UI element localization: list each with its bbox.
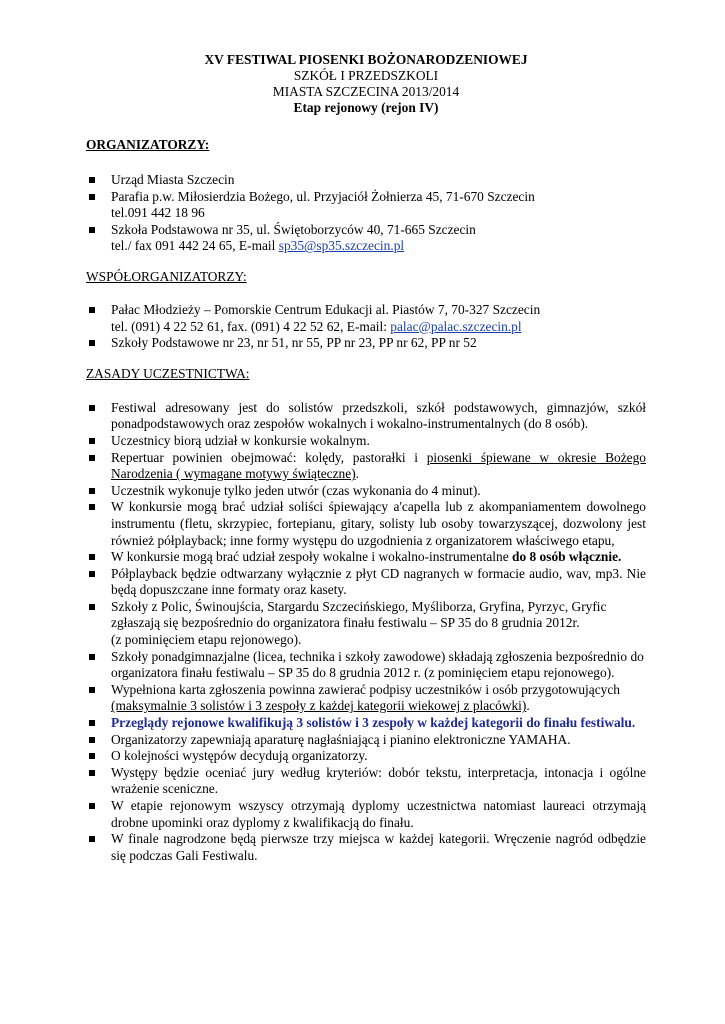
list-item: Wypełniona karta zgłoszenia powinna zawierać podpisy uczestników i osób przygotowujących (maksymalnie 3 solistów i 3 zespoły z każdej kategorii wiekowej z placówki).	[86, 682, 646, 715]
organizers-heading: ORGANIZATORZY:	[86, 137, 210, 152]
coorganizers-list	[86, 302, 646, 352]
list-item: W konkursie mogą brać udział zespoły wokalne i wokalno-instrumentalne do 8 osób włącznie.	[86, 549, 646, 566]
email-link-palac[interactable]: palac@palac.szczecin.pl	[390, 318, 522, 334]
coorganizers-heading: WSPÓŁORGANIZATORZY:	[86, 268, 247, 284]
list-item: Pałac Młodzieży – Pomorskie Centrum Edukacji al. Piastów 7, 70-327 Szczecin tel. (091) 4 22 52 61, fax. (091) 4 22 52 62, E-mail: palac@palac.szczecin.pl	[86, 302, 646, 335]
title-city-year: MIASTA SZCZECINA 2013/2014	[272, 84, 460, 99]
rules-heading: ZASADY UCZESTNICTWA:	[86, 365, 250, 381]
list-item: W finale nagrodzone będą pierwsze trzy miejsca w każdej kategorii. Wręczenie nagród odbędzie się podczas Gali Festiwalu.	[86, 831, 646, 864]
list-item: Półplayback będzie odtwarzany wyłącznie z płyt CD nagranych w formacie audio, wav, mp3. Nie będą dopuszczane inne formaty oraz kasety.	[86, 566, 646, 599]
rules-list	[86, 400, 646, 865]
list-item: Uczestnicy biorą udział w konkursie wokalnym.	[86, 433, 646, 450]
list-item: Repertuar powinien obejmować: kolędy, pastorałki i piosenki śpiewane w okresie Bożego Narodzenia ( wymagane motywy świąteczne).	[86, 450, 646, 483]
document-page	[86, 52, 646, 864]
title-festival: XV FESTIWAL PIOSENKI BOŻONARODZENIOWEJ	[204, 52, 528, 67]
list-item: W etapie rejonowym wszyscy otrzymają dyplomy uczestnictwa natomiast laureaci otrzymają drobne upominki oraz dyplomy z kwalifikacją do finału.	[86, 798, 646, 831]
list-item: Uczestnik wykonuje tylko jeden utwór (czas wykonania do 4 minut).	[86, 483, 646, 500]
list-item: Parafia p.w. Miłosierdzia Bożego, ul. Przyjaciół Żołnierza 45, 71-670 Szczecin tel.091 442 18 96	[86, 189, 646, 222]
list-item	[86, 715, 646, 732]
title-stage: Etap rejonowy (rejon IV)	[293, 100, 439, 115]
email-link-sp35[interactable]: sp35@sp35.szczecin.pl	[278, 238, 405, 254]
list-item: Szkoły Podstawowe nr 23, nr 51, nr 55, PP nr 23, PP nr 62, PP nr 52	[86, 335, 646, 352]
list-item: W konkursie mogą brać udział soliści śpiewający a'capella lub z akompaniamentem dowolnego instrumentu (fletu, skrzypiec, fortepianu, gitary, solisty lub osoby towarzyszącej, dozwolony jest również półplayback; inne formy występu do uzgodnienia z organizatorem właściwego etapu,	[86, 499, 646, 549]
list-item: Festiwal adresowany jest do solistów przedszkoli, szkół podstawowych, gimnazjów, szkół ponadpodstawowych oraz zespołów wokalnych i wokalno-instrumentalnych (do 8 osób).	[86, 400, 646, 433]
qualification-note: Przeglądy rejonowe kwalifikują 3 solistów i 3 zespoły w każdej kategorii do finału festiwalu.	[111, 715, 636, 731]
list-item: Organizatorzy zapewniają aparaturę nagłaśniającą i pianino elektroniczne YAMAHA.	[86, 732, 646, 749]
list-item: Występy będzie oceniać jury według kryteriów: dobór tekstu, interpretacja, intonacja i ogólne wrażenie sceniczne.	[86, 765, 646, 798]
list-item: Szkoły z Polic, Świnoujścia, Stargardu Szczecińskiego, Myśliborza, Gryfina, Pyrzyc, Gryfic zgłaszają się bezpośrednio do organizatora finału festiwalu – SP 35 do 8 grudnia 2012r. (z pominięciem etapu rejonowego).	[86, 599, 646, 649]
document-title	[86, 52, 646, 116]
list-item: Szkoły ponadgimnazjalne (licea, technika i szkoły zawodowe) składają zgłoszenia bezpośrednio do organizatora finału festiwalu – SP 35 do 8 grudnia 2012 r. (z pominięciem etapu rejonowego).	[86, 649, 646, 682]
list-item: Szkoła Podstawowa nr 35, ul. Świętoborzyców 40, 71-665 Szczecin tel./ fax 091 442 24 65, E-mail sp35@sp35.szczecin.pl	[86, 222, 646, 255]
title-schools: SZKÓŁ I PRZEDSZKOLI	[293, 68, 439, 83]
list-item: Urząd Miasta Szczecin	[86, 172, 646, 189]
list-item: O kolejności występów decydują organizatorzy.	[86, 748, 646, 765]
organizers-list	[86, 172, 646, 255]
